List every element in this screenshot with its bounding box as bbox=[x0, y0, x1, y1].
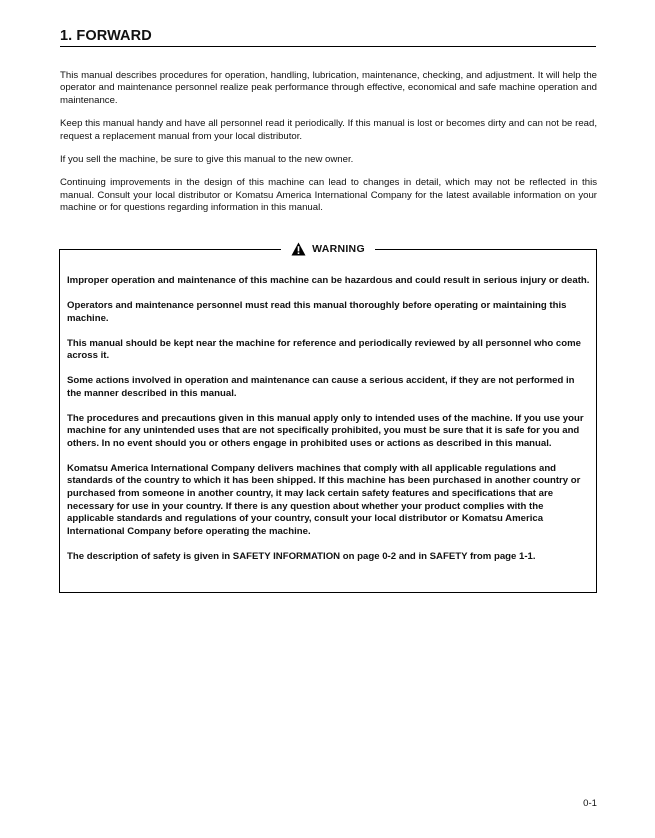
intro-section bbox=[60, 70, 597, 226]
warning-title: WARNING bbox=[312, 243, 365, 255]
warning-box bbox=[59, 243, 597, 593]
warning-paragraph: Operators and maintenance personnel must read this manual thoroughly before operating or maintaining this machine. bbox=[67, 299, 567, 324]
warning-paragraph: The description of safety is given in SAFETY INFORMATION on page 0-2 and in SAFETY from page 1-1. bbox=[67, 550, 536, 562]
page-number: 0-1 bbox=[583, 798, 597, 809]
warning-paragraph: This manual should be kept near the machine for reference and periodically reviewed by all personnel who come across it. bbox=[67, 337, 581, 362]
warning-paragraph: The procedures and precautions given in this manual apply only to intended uses of the machine. If you use your machine for any unintended uses that are not specifically prohibited, you must be sure that it is safe for you and others. In no event should you or others engage in prohibited uses or actions as described in this manual. bbox=[67, 412, 584, 449]
intro-paragraph: Continuing improvements in the design of this machine can lead to changes in detail, which may not be reflected in this manual. Consult your local distributor or Komatsu America International Company for the latest available information on your machine or for questions regarding information in this manual. bbox=[60, 177, 597, 214]
warning-paragraph: Improper operation and maintenance of this machine can be hazardous and could result in serious injury or death. bbox=[67, 275, 590, 286]
warning-triangle-icon bbox=[291, 242, 306, 256]
page-title: 1. FORWARD bbox=[60, 28, 152, 44]
warning-paragraph: Komatsu America International Company delivers machines that comply with all applicable regulations and standards of the country to which it has been shipped. If this machine has been purchased in another country or purchased from someone in another country, it may lack certain safety features and specifications that are necessary for use in your country. If there is any question about whether your product complies with the applicable standards and regulations of your country, consult your local distributor or Komatsu America International Company before operating the machine. bbox=[67, 462, 581, 537]
intro-paragraph: Keep this manual handy and have all personnel read it periodically. If this manual is lost or becomes dirty and can not be read, request a replacement manual from your local distributor. bbox=[60, 118, 597, 142]
intro-paragraph: If you sell the machine, be sure to give this manual to the new owner. bbox=[60, 154, 354, 166]
section-heading bbox=[60, 27, 596, 47]
intro-paragraph: This manual describes procedures for operation, handling, lubrication, maintenance, checking, and adjustment. It will help the operator and maintenance personnel realize peak performance through effective, economical and safe machine operation and maintenance. bbox=[60, 70, 597, 106]
warning-header bbox=[60, 242, 596, 256]
warning-paragraph: Some actions involved in operation and maintenance can cause a serious accident, if they are not performed in the manner described in this manual. bbox=[67, 375, 575, 399]
warning-body bbox=[67, 275, 590, 576]
